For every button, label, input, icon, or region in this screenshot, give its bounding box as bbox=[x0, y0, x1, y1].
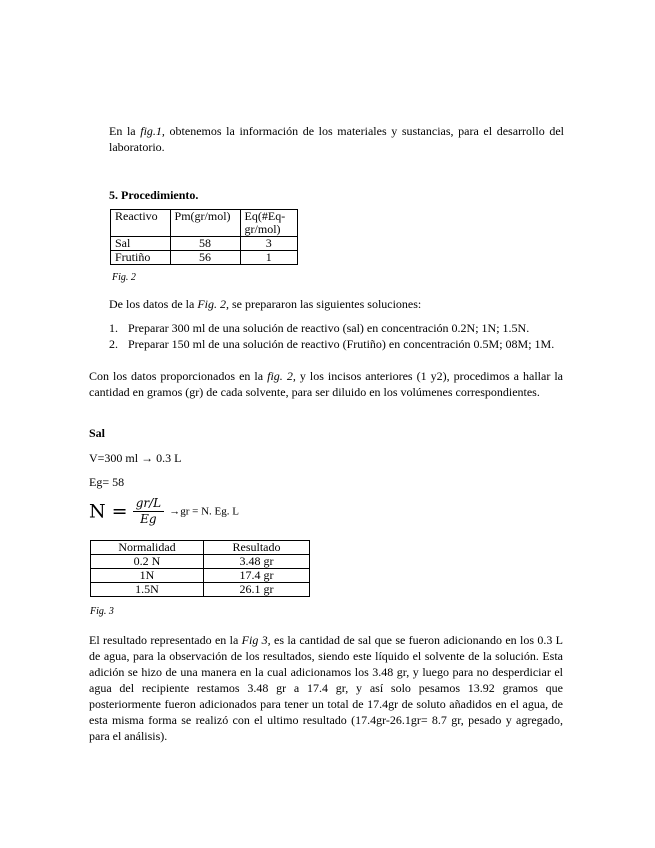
formula-fraction bbox=[133, 496, 164, 527]
con-paragraph bbox=[89, 368, 563, 400]
fig1-reference: fig.1, bbox=[140, 124, 165, 138]
list-item-number: 2. bbox=[109, 337, 118, 351]
list-item-number: 1. bbox=[109, 321, 118, 335]
table-cell: 0.2 N bbox=[91, 555, 204, 569]
datos-text-end: se prepararon las siguientes soluciones: bbox=[228, 297, 422, 311]
table-header-cell: Eq(#Eq-gr/mol) bbox=[240, 210, 297, 237]
table-header-cell: Pm(gr/mol) bbox=[170, 210, 240, 237]
table-row bbox=[111, 237, 298, 251]
table-cell: 3 bbox=[240, 237, 297, 251]
table-header-row bbox=[91, 541, 310, 555]
table-cell: 17.4 gr bbox=[204, 569, 310, 583]
table-cell: 1.5N bbox=[91, 583, 204, 597]
table-row bbox=[91, 569, 310, 583]
table-cell: 1N bbox=[91, 569, 204, 583]
formula-rhs: →gr = N. Eg. L bbox=[169, 505, 239, 518]
datos-paragraph bbox=[109, 296, 421, 312]
datos-text: De los datos de la bbox=[109, 297, 198, 311]
result-paragraph bbox=[89, 632, 563, 744]
formula-numerator: gr/L bbox=[133, 496, 164, 512]
list-item: Preparar 150 ml de una solución de reactivo (Frutiño) en concentración 0.5M; 08M; 1M. bbox=[128, 337, 555, 351]
intro-text: En la bbox=[109, 124, 141, 138]
fig3-caption: Fig. 3 bbox=[90, 606, 114, 617]
con-text: Con los datos proporcionados en la bbox=[89, 369, 268, 383]
normality-formula bbox=[89, 496, 239, 527]
table-row bbox=[91, 555, 310, 569]
table-header-cell: Normalidad bbox=[91, 541, 204, 555]
intro-paragraph bbox=[109, 123, 564, 155]
formula-denominator: Eg bbox=[140, 512, 157, 526]
table-cell: Frutiño bbox=[111, 251, 171, 265]
sal-heading: Sal bbox=[89, 426, 106, 440]
formula-lhs: N = bbox=[89, 500, 128, 523]
result-text-end: es la cantidad de sal que se fueron adicionando en los 0.3 L de agua, para la observación de los resultados, siendo este líquido el solvente de la solución. Esta adición se hizo de una manera en la cual adicionamos los 3.48 gr, y luego para no desperdiciar el agua del recipiente restamos 3.48 gr a 17.4 gr, y así solo pesamos 13.92 gramos que posteriormente fueron adicionados para tener un total de 17.4gr de soluto añadidos en el agua, de esta misma forma se realizó con el ultimo resultado (17.4gr-26.1gr= 8.7 gr, pesado y agregado, para el análisis). bbox=[89, 633, 564, 743]
result-text: El resultado representado en la bbox=[89, 633, 242, 647]
table-cell: 56 bbox=[170, 251, 240, 265]
fig2-table bbox=[110, 209, 298, 265]
con-text-end: y los incisos anteriores (1 y2), procedimos a hallar la cantidad en gramos (gr) de cada solvente, para ser diluido en los volúmenes correspondientes. bbox=[89, 369, 563, 399]
table-cell: 26.1 gr bbox=[204, 583, 310, 597]
table-cell: 3.48 gr bbox=[204, 555, 310, 569]
intro-text-end: obtenemos la información de los materiales y sustancias, para el desarrollo del laboratorio. bbox=[109, 124, 564, 154]
fig2-caption: Fig. 2 bbox=[112, 272, 136, 283]
table-row bbox=[111, 251, 298, 265]
section-heading: 5. Procedimiento. bbox=[109, 188, 199, 202]
fig3-table bbox=[90, 540, 310, 597]
table-row bbox=[91, 583, 310, 597]
table-header-row bbox=[111, 210, 298, 237]
table-cell: 58 bbox=[170, 237, 240, 251]
table-cell: 1 bbox=[240, 251, 297, 265]
fig2-reference: Fig. 2, bbox=[197, 297, 229, 311]
fig3-reference: Fig 3, bbox=[241, 633, 271, 647]
fig2-reference: fig. 2, bbox=[267, 369, 296, 383]
volume-line: V=300 ml → 0.3 L bbox=[89, 451, 182, 465]
table-cell: Sal bbox=[111, 237, 171, 251]
list-item: Preparar 300 ml de una solución de reactivo (sal) en concentración 0.2N; 1N; 1.5N. bbox=[128, 321, 530, 335]
eg-line: Eg= 58 bbox=[89, 475, 125, 489]
table-header-cell: Reactivo bbox=[111, 210, 171, 237]
table-header-cell: Resultado bbox=[204, 541, 310, 555]
